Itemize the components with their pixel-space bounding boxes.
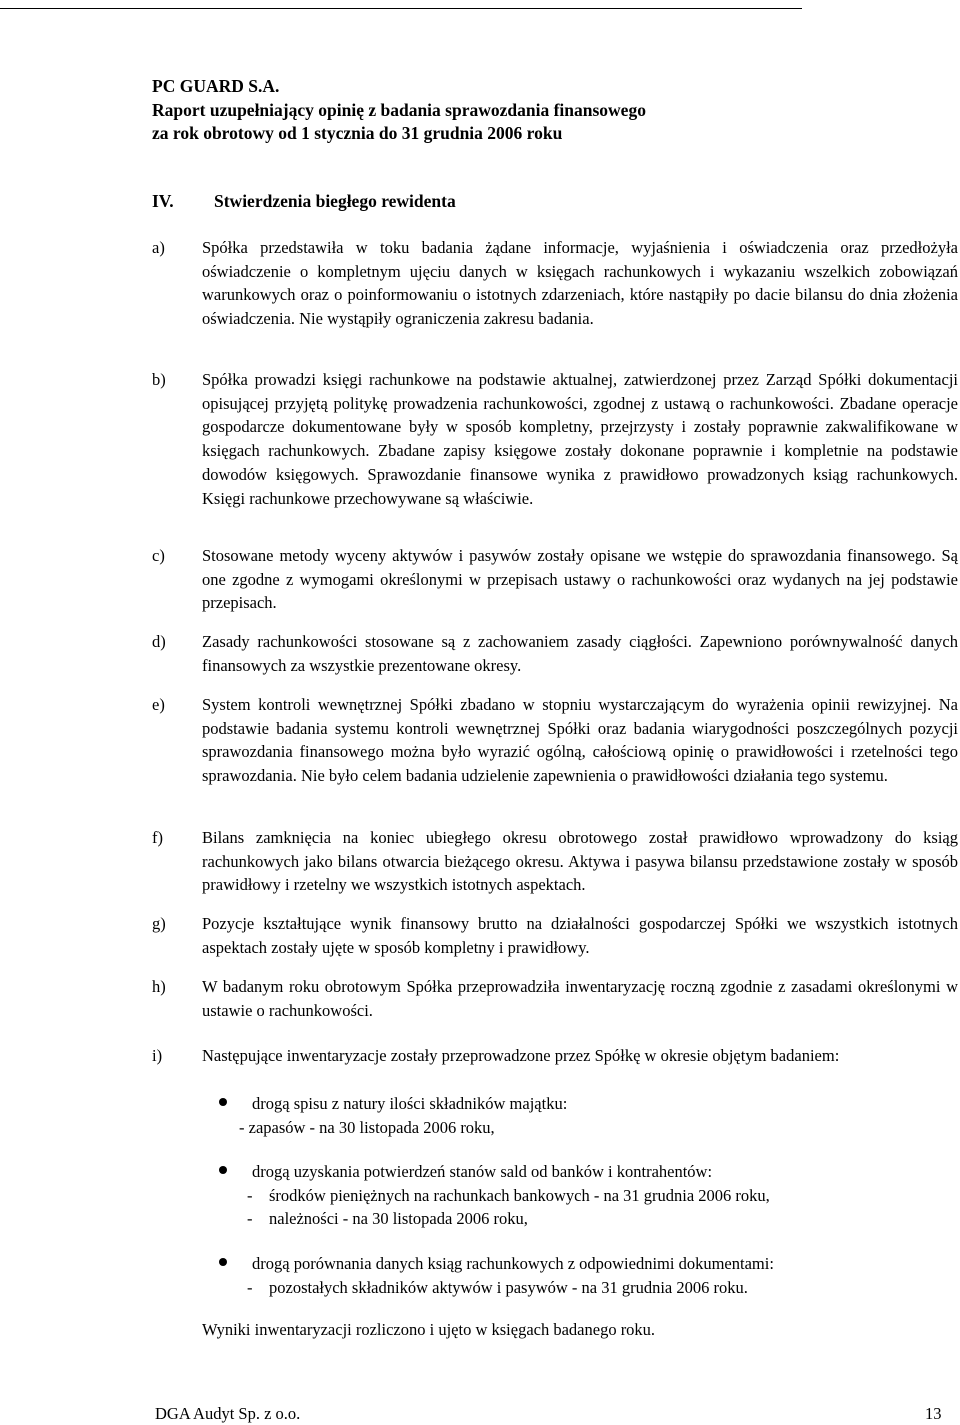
finding-i: [152, 1044, 958, 1068]
finding-text: Spółka prowadzi księgi rachunkowe na podstawie aktualnej, zatwierdzonej przez Zarząd Spółki dokumentacji opisującej przyjętą politykę prowadzenia rachunkowości, zgodnej z ustawą o rachunkowości. Zbadane operacje gospodarcze dokumentowane były w sposób kompletny, przejrzysty i zostały poprawnie zakwalifikowane w księgach rachunkowych. Zbadane zapisy księgowe zostały dokonane poprawnie i kompletnie na podstawie dowodów księgowych. Sprawozdanie finansowe wynika z prawidłowo prowadzonych ksiąg rachunkowych. Księgi rachunkowe przechowywane są właściwie.: [202, 370, 958, 508]
bullet-icon: [219, 1166, 227, 1174]
inventory-method: drogą uzyskania potwierdzeń stanów sald od banków i kontrahentów:: [252, 1162, 713, 1181]
finding-g: [152, 912, 958, 959]
finding-text: Pozycje kształtujące wynik finansowy brutto na działalności gospodarczej Spółki we wszystkich istotnych aspektach zostały ujęte w sposób kompletny i prawidłowy.: [202, 914, 958, 957]
finding-e: [152, 693, 958, 788]
inventory-method: drogą spisu z natury ilości składników majątku:: [252, 1094, 568, 1113]
finding-letter: b): [152, 370, 166, 389]
finding-a: [152, 236, 958, 331]
company-name: PC GUARD S.A.: [152, 76, 280, 96]
inventory-method-3: [219, 1252, 774, 1299]
finding-b: [152, 368, 958, 510]
inventory-scope: - pozostałych składników aktywów i pasywów - na 31 grudnia 2006 roku.: [247, 1277, 748, 1297]
finding-text: Zasady rachunkowości stosowane są z zachowaniem zasady ciągłości. Zapewniono porównywalność danych finansowych za wszystkie prezentowane okresy.: [202, 632, 958, 675]
bullet-icon: [219, 1098, 227, 1106]
inventory-method-2: [219, 1160, 770, 1231]
top-rule: [0, 8, 802, 9]
finding-letter: c): [152, 546, 165, 565]
finding-text: Następujące inwentaryzacje zostały przeprowadzone przez Spółkę w okresie objętym badaniem:: [202, 1046, 840, 1065]
finding-letter: d): [152, 632, 166, 651]
report-title-line-2: za rok obrotowy od 1 stycznia do 31 grudnia 2006 roku: [152, 123, 563, 143]
report-title-line-1: Raport uzupełniający opinię z badania sprawozdania finansowego: [152, 99, 646, 120]
inventory-conclusion: Wyniki inwentaryzacji rozliczono i ujęto w księgach badanego roku.: [202, 1320, 656, 1339]
finding-text: System kontroli wewnętrznej Spółki zbadano w stopniu wystarczającym do wyrażenia opinii rewizyjnej. Na podstawie badania systemu kontroli wewnętrznej Spółki oraz badania wiarygodności poszczególnych pozycji sprawozdania finansowego można było wyrazić ogólną, całościową opinię o prawidłowości i rzetelności tego sprawozdania. Nie było celem badania udzielenie zapewnienia o prawidłowości działania tego systemu.: [202, 695, 958, 786]
inventory-scope: - środków pieniężnych na rachunkach bankowych - na 31 grudnia 2006 roku,: [247, 1185, 770, 1205]
inventory-scope: - zapasów - na 30 listopada 2006 roku,: [239, 1117, 495, 1137]
finding-text: Stosowane metody wyceny aktywów i pasywów zostały opisane we wstępie do sprawozdania finansowego. Są one zgodne z wymogami określonymi w przepisach ustawy o rachunkowości oraz wydanych na jej podstawie przepisach.: [202, 546, 958, 613]
inventory-scope: - należności - na 30 listopada 2006 roku,: [247, 1209, 528, 1228]
finding-letter: f): [152, 828, 163, 847]
finding-f: [152, 826, 958, 897]
finding-text: Bilans zamknięcia na koniec ubiegłego okresu obrotowego został prawidłowo wprowadzony do ksiąg rachunkowych jako bilans otwarcia bieżącego okresu. Aktywa i pasywa bilansu przedstawione zostały w sposób prawidłowy i rzetelny we wszystkich istotnych aspektach.: [202, 828, 958, 895]
report-header: [152, 75, 646, 146]
finding-letter: g): [152, 914, 166, 933]
finding-text: W badanym roku obrotowym Spółka przeprowadziła inwentaryzację roczną zgodnie z zasadami określonymi w ustawie o rachunkowości.: [202, 977, 958, 1020]
finding-c: [152, 544, 958, 615]
bullet-icon: [219, 1258, 227, 1266]
finding-d: [152, 630, 958, 677]
inventory-method: drogą porównania danych ksiąg rachunkowych z odpowiednimi dokumentami:: [252, 1254, 774, 1273]
inventory-method-1: [219, 1092, 567, 1139]
finding-letter: h): [152, 977, 166, 996]
section-number: IV.: [152, 191, 174, 211]
finding-text: Spółka przedstawiła w toku badania żądane informacje, wyjaśnienia i oświadczenia oraz przedłożyła oświadczenie o kompletnym ujęciu danych w księgach rachunkowych i wykazaniu wszelkich zobowiązań warunkowych oraz o poinformowaniu o istotnych zdarzeniach, które nastąpiły po dacie bilansu do dnia złożenia oświadczenia. Nie wystąpiły ograniczenia zakresu badania.: [202, 238, 958, 329]
page-number: 13: [925, 1404, 942, 1423]
footer-auditor: DGA Audyt Sp. z o.o.: [155, 1404, 301, 1423]
finding-h: [152, 975, 958, 1022]
finding-letter: a): [152, 238, 165, 257]
finding-letter: e): [152, 695, 165, 714]
section-title: Stwierdzenia biegłego rewidenta: [214, 191, 456, 211]
finding-letter: i): [152, 1046, 163, 1065]
section-heading: [152, 191, 456, 212]
